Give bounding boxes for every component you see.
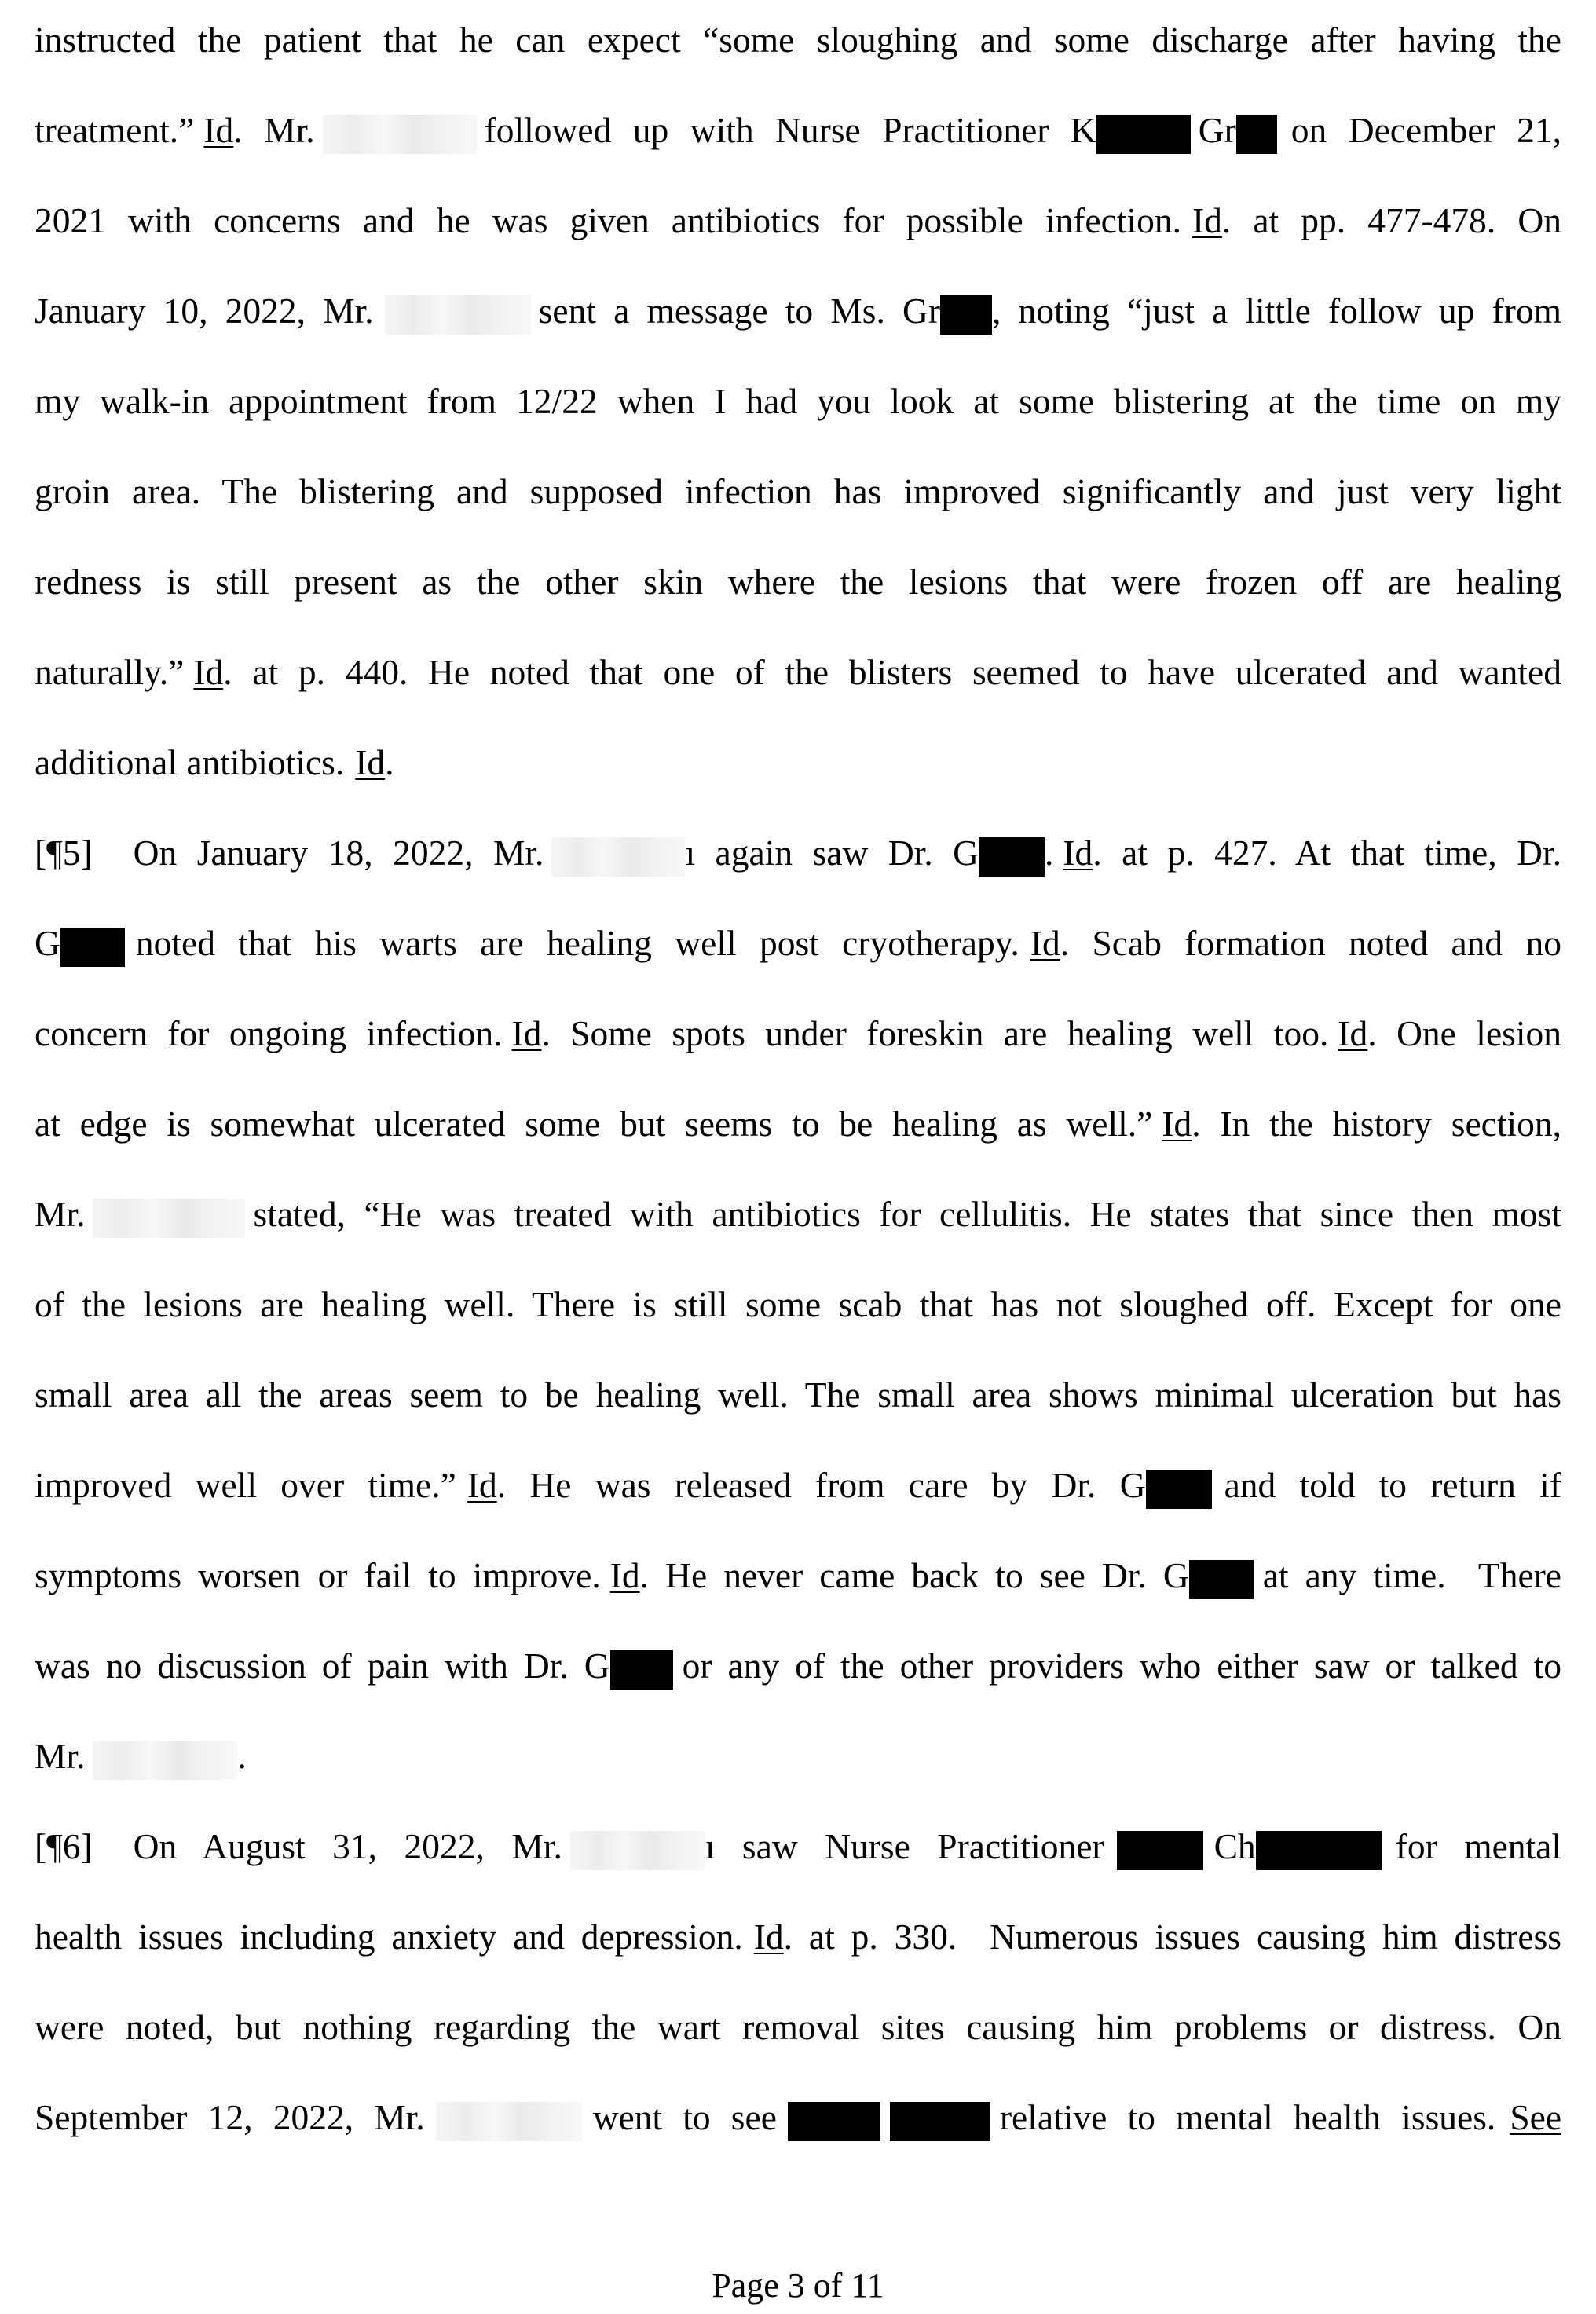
text-run: at any time. There: [1262, 1555, 1562, 1595]
redaction-box: [788, 2102, 880, 2141]
redaction-box: [610, 1650, 673, 1690]
text-run: improved well over time.”: [35, 1465, 456, 1505]
text-run: small area all the areas seem to be healing well. The small area shows minimal ulceration but has: [35, 1375, 1561, 1415]
text-line: [35, 916, 1561, 971]
text-run: and told to return if: [1224, 1465, 1561, 1505]
blurred-name: [385, 295, 531, 335]
citation-id: Id: [203, 110, 234, 150]
citation-id: Id: [753, 1917, 784, 1957]
text-run: stated, “He was treated with antibiotics for cellulitis. He states that since then most: [253, 1194, 1561, 1234]
text-line: [35, 464, 1561, 519]
text-line: [35, 1548, 1561, 1603]
text-run: Gr: [1198, 110, 1236, 150]
text-line: [35, 103, 1561, 158]
text-run: . He never came back to see Dr. G: [639, 1555, 1189, 1595]
text-line: [35, 1909, 1561, 1964]
text-run: concern for ongoing infection.: [35, 1013, 503, 1053]
text-run: 2021 with concerns and he was given antibiotics for possible infection.: [35, 200, 1181, 240]
text-run: relative to mental health issues.: [999, 2097, 1496, 2137]
text-run: for mental: [1395, 1826, 1562, 1866]
text-line: [35, 645, 1561, 700]
text-run: .: [237, 1736, 247, 1776]
text-line: [35, 2000, 1561, 2055]
text-run: . Scab formation noted and no: [1060, 923, 1561, 963]
text-run: my walk-in appointment from 12/22 when I had you look at some blistering at the time on my: [35, 381, 1561, 421]
text-line: [35, 374, 1561, 429]
text-line: [35, 735, 1561, 790]
text-line: [35, 1006, 1561, 1061]
text-run: naturally.”: [35, 652, 185, 692]
redaction-box: [940, 295, 992, 335]
text-run: followed up with Nurse Practitioner K: [484, 110, 1096, 150]
blurred-name: [93, 1199, 245, 1238]
text-run: Ch: [1213, 1826, 1256, 1866]
text-run: . at pp. 477-478. On: [1221, 200, 1561, 240]
text-line: [35, 2090, 1561, 2145]
citation-id: Id: [609, 1555, 640, 1595]
text-run: . at p. 427. At that time, Dr.: [1093, 833, 1561, 873]
text-run: ı saw Nurse Practitioner: [705, 1826, 1104, 1866]
text-run: . Mr.: [233, 110, 315, 150]
text-run: sent a message to Ms. Gr: [538, 291, 941, 331]
text-run: . at p. 440. He noted that one of the blisters seemed to have ulcerated and wanted: [223, 652, 1561, 692]
text-run: .: [385, 742, 394, 782]
text-line: [35, 1277, 1561, 1332]
citation-id: Id: [1192, 200, 1222, 240]
text-run: . He was released from care by Dr. G: [496, 1465, 1146, 1505]
redaction-box: [1236, 115, 1277, 154]
text-run: On August 31, 2022, Mr.: [133, 1826, 562, 1866]
citation-id: Id: [1030, 923, 1060, 963]
text-run: symptoms worsen or fail to improve.: [35, 1555, 601, 1595]
text-line: [35, 1368, 1561, 1422]
text-run: . In the history section,: [1192, 1104, 1561, 1144]
text-run: ı again saw Dr. G: [685, 833, 979, 873]
text-line: [35, 1638, 1561, 1693]
paragraph-number: [¶6]: [35, 1826, 93, 1866]
text-run: . One lesion: [1367, 1013, 1561, 1053]
citation-id: Id: [467, 1465, 497, 1505]
citation-id: Id: [355, 742, 386, 782]
text-run: were noted, but nothing regarding the wart removal sites causing him problems or distress. On: [35, 2007, 1561, 2047]
text-line: [35, 1729, 1561, 1784]
text-run: instructed the patient that he can expect “some sloughing and some discharge after having the: [35, 20, 1561, 60]
citation-id: Id: [511, 1013, 542, 1053]
text-line: [35, 1097, 1561, 1152]
citation-id: Id: [1338, 1013, 1368, 1053]
text-run: additional antibiotics.: [35, 742, 345, 782]
text-run: , noting “just a little follow up from: [992, 291, 1561, 331]
page-footer: Page 3 of 11: [712, 2266, 884, 2305]
text-line: [35, 13, 1561, 68]
citation-id: Id: [1162, 1104, 1192, 1144]
text-run: January 10, 2022, Mr.: [35, 291, 374, 331]
blurred-name: [570, 1831, 705, 1870]
text-run: of the lesions are healing well. There is still some scab that has not sloughed off. Except for one: [35, 1284, 1561, 1324]
blurred-name: [93, 1741, 237, 1780]
text-run: or any of the other providers who either saw or talked to: [682, 1646, 1561, 1686]
redaction-box: [1117, 1831, 1203, 1870]
text-run: at edge is somewhat ulcerated some but seems to be healing as well.”: [35, 1104, 1153, 1144]
text-run: redness is still present as the other skin where the lesions that were frozen off are healing: [35, 562, 1561, 602]
redaction-box: [890, 2102, 990, 2141]
blurred-name: [436, 2102, 582, 2141]
text-run: health issues including anxiety and depression.: [35, 1917, 743, 1957]
text-run: treatment.”: [35, 110, 195, 150]
redaction-box: [1146, 1470, 1212, 1509]
text-run: on December 21,: [1290, 110, 1561, 150]
redaction-box: [979, 837, 1045, 877]
redaction-box: [60, 928, 125, 967]
citation-see: See: [1510, 2097, 1562, 2137]
citation-id: Id: [1063, 833, 1093, 873]
text-run: was no discussion of pain with Dr. G: [35, 1646, 610, 1686]
paragraph-start: [35, 826, 1561, 881]
redaction-box: [1096, 115, 1191, 154]
text-line: [35, 284, 1561, 339]
text-run: .: [1045, 833, 1054, 873]
citation-id: Id: [193, 652, 224, 692]
text-line: [35, 193, 1561, 248]
text-run: went to see: [592, 2097, 777, 2137]
paragraph-start: [35, 1819, 1561, 1874]
paragraph-number: [¶5]: [35, 833, 93, 873]
text-run: . Some spots under foreskin are healing well too.: [541, 1013, 1329, 1053]
text-line: [35, 1458, 1561, 1513]
text-run: September 12, 2022, Mr.: [35, 2097, 425, 2137]
text-line: [35, 1187, 1561, 1242]
redaction-box: [1189, 1560, 1254, 1599]
blurred-name: [551, 837, 685, 877]
text-run: groin area. The blistering and supposed infection has improved significantly and just very light: [35, 471, 1561, 511]
redaction-box: [1256, 1831, 1382, 1870]
text-run: noted that his warts are healing well post cryotherapy.: [135, 923, 1019, 963]
text-run: Mr.: [35, 1194, 86, 1234]
text-run: On January 18, 2022, Mr.: [133, 833, 544, 873]
text-run: G: [35, 923, 60, 963]
blurred-name: [323, 115, 477, 154]
text-line: [35, 555, 1561, 610]
text-run: Mr.: [35, 1736, 86, 1776]
text-run: . at p. 330. Numerous issues causing him distress: [783, 1917, 1561, 1957]
